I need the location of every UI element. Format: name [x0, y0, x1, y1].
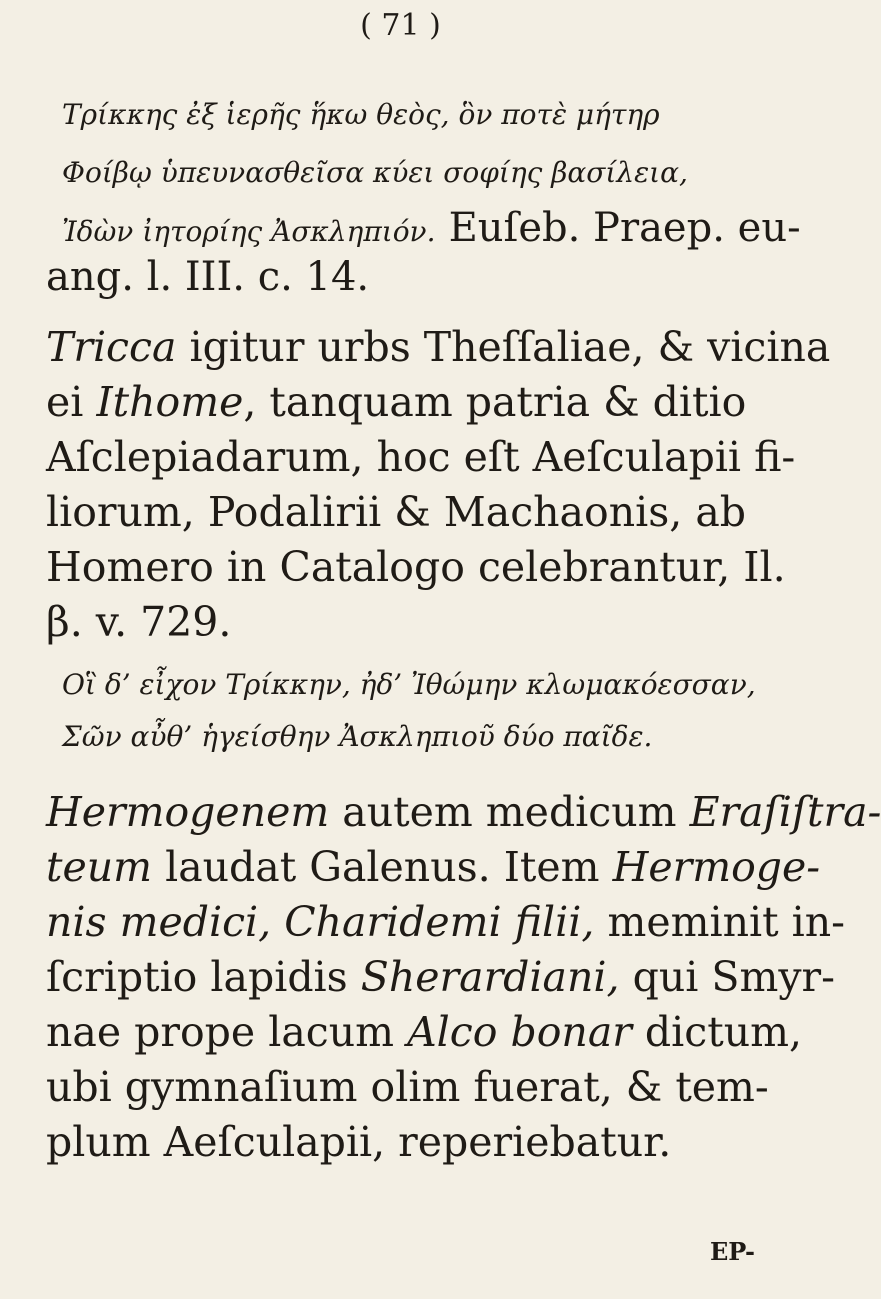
greek-verse-line: Σῶν αὖθ’ ἡγείσθην Ἀσκληπιοῦ δύο παῖδε.: [62, 720, 653, 753]
text-line: [46, 953, 835, 1001]
text-line: Aſclepiadarum, hoc eſt Aeſculapii fi-: [46, 433, 796, 481]
citation: Euſeb. Praep. eu-: [448, 205, 801, 251]
greek-verse-line: Φοίβῳ ὑπευνασθεῖσα κύει σοφίης βασίλεια,: [62, 156, 688, 189]
citation-continued: ang. l. III. c. 14.: [46, 254, 370, 300]
text-line: Homero in Catalogo celebrantur, Il.: [46, 543, 786, 591]
text-line: [46, 843, 820, 891]
text-line: plum Aeſculapii, reperiebatur.: [46, 1118, 672, 1166]
emphasis: Sherardiani,: [360, 953, 620, 1001]
greek-verse-fragment: Ἰδὼν ἰητορίης Ἀσκληπιόν.: [62, 215, 436, 248]
text-line: ubi gymnaſium olim fuerat, & tem-: [46, 1063, 769, 1111]
text-span: nae prope lacum: [46, 1008, 395, 1056]
text-line: liorum, Podalirii & Machaonis, ab: [46, 488, 747, 536]
text-line: [46, 323, 830, 371]
emphasis: Alco bonar: [407, 1008, 632, 1056]
text-line: [46, 788, 881, 836]
emphasis: Hermoge-: [612, 843, 821, 891]
text-span: qui Smyr-: [632, 953, 835, 1001]
page-number: ( 71 ): [360, 8, 441, 43]
greek-verse-line: Οἳ δ’ εἶχον Τρίκκην, ἠδ’ Ἰθώμην κλωμακόεσσαν,: [62, 668, 756, 701]
greek-verse-with-citation: [62, 205, 801, 251]
emphasis: teum: [46, 843, 153, 891]
text-span: laudat Galenus. Item: [165, 843, 600, 891]
text-line: β. v. 729.: [46, 598, 232, 646]
text-span: meminit in-: [607, 898, 846, 946]
text-span: , tanquam patria & ditio: [243, 378, 747, 426]
text-line: [46, 898, 845, 946]
emphasis: Eraſiſtra-: [689, 788, 881, 836]
catchword: EP-: [710, 1237, 755, 1266]
emphasis: Ithome: [96, 378, 244, 426]
greek-verse-line: Τρίκκης ἐξ ἱερῆς ἥκω θεὸς, ὃν ποτὲ μήτηρ: [62, 98, 660, 131]
emphasis: Tricca: [46, 323, 177, 371]
text-line: [46, 378, 746, 426]
emphasis: nis medici, Charidemi filii,: [46, 898, 595, 946]
emphasis: Hermogenem: [46, 788, 330, 836]
text-span: autem medicum: [342, 788, 677, 836]
text-span: ei: [46, 378, 84, 426]
text-span: ſcriptio lapidis: [46, 953, 348, 1001]
text-span: igitur urbs Theſſaliae, & vicina: [189, 323, 831, 371]
text-span: dictum,: [644, 1008, 803, 1056]
text-line: [46, 1008, 802, 1056]
